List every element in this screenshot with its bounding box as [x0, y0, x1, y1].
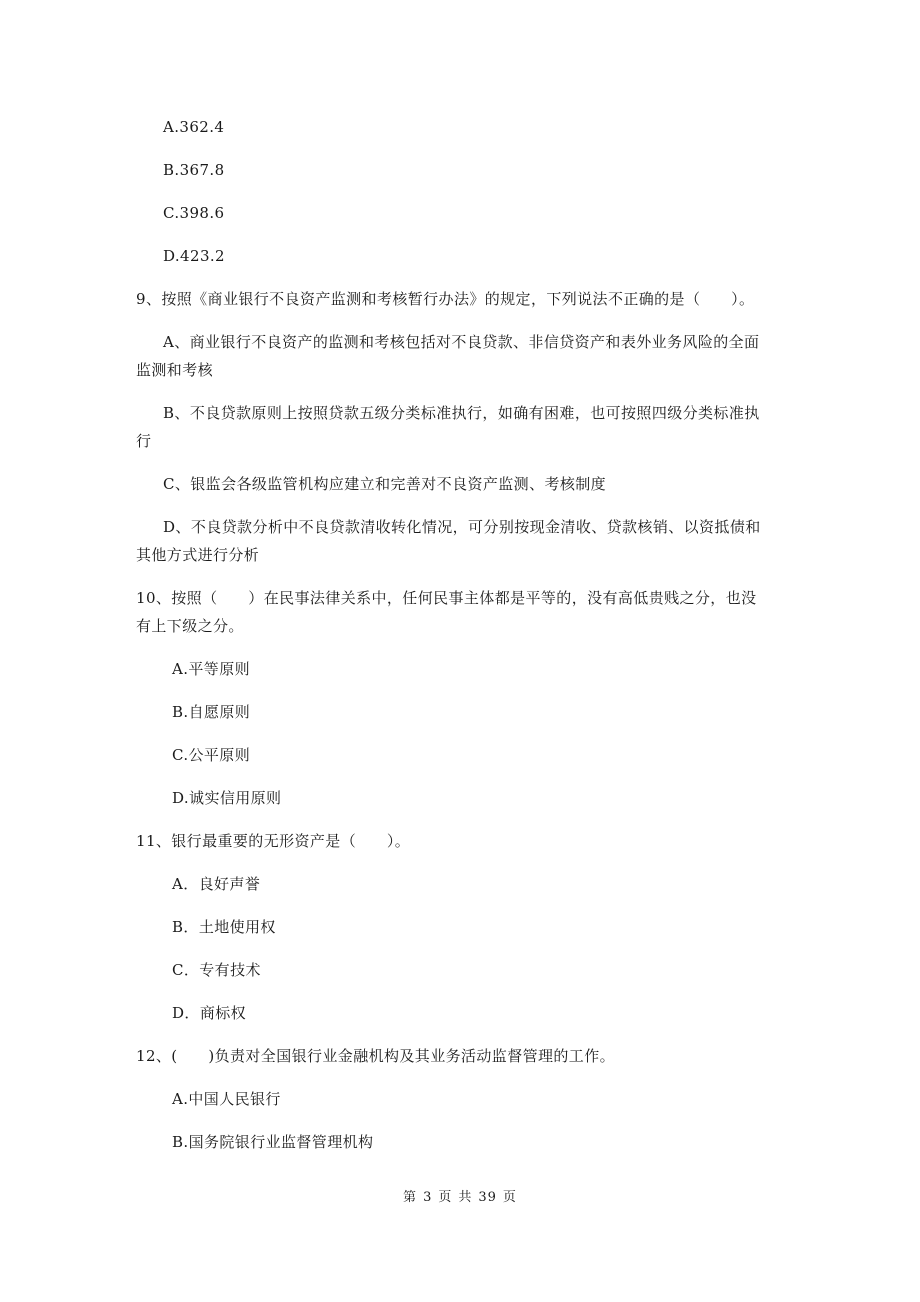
- footer-gong: 共: [458, 1190, 473, 1205]
- footer-ye: 页: [438, 1190, 453, 1205]
- q9-option-a-line2: 监测和考核: [136, 361, 214, 379]
- q11-option-d: D．商标权: [172, 1004, 247, 1022]
- q8-option-b: B.367.8: [163, 161, 225, 179]
- q9-option-c: C、银监会各级监管机构应建立和完善对不良资产监测、考核制度: [163, 475, 607, 493]
- page-footer: [0, 1189, 920, 1207]
- q12-option-a: A.中国人民银行: [172, 1090, 281, 1108]
- q11-stem: 11、银行最重要的无形资产是（ ）。: [136, 832, 411, 850]
- q10-option-d: D.诚实信用原则: [172, 789, 282, 807]
- q10-stem-line2: 有上下级之分。: [136, 617, 244, 635]
- q11-option-a: A．良好声誉: [172, 875, 261, 893]
- footer-ye2: 页: [502, 1190, 517, 1205]
- footer-di: 第: [403, 1190, 418, 1205]
- footer-total-pages: 39: [478, 1190, 497, 1205]
- q12-stem: 12、( )负责对全国银行业金融机构及其业务活动监督管理的工作。: [136, 1047, 615, 1065]
- q9-option-a-line1: A、商业银行不良资产的监测和考核包括对不良贷款、非信贷资产和表外业务风险的全面: [163, 333, 760, 351]
- q11-option-b: B．土地使用权: [172, 918, 276, 936]
- q9-stem: 9、按照《商业银行不良资产监测和考核暂行办法》的规定，下列说法不正确的是（ ）。: [136, 290, 755, 308]
- q10-stem-line1: 10、按照（ ）在民事法律关系中，任何民事主体都是平等的，没有高低贵贱之分，也没: [136, 589, 757, 607]
- q9-option-d-line2: 其他方式进行分析: [136, 546, 260, 564]
- q10-option-c: C.公平原则: [172, 746, 251, 764]
- q12-option-b: B.国务院银行业监督管理机构: [172, 1133, 374, 1151]
- q8-option-a: A.362.4: [163, 118, 225, 136]
- q9-option-d-line1: D、不良贷款分析中不良贷款清收转化情况，可分别按现金清收、贷款核销、以资抵债和: [163, 518, 761, 536]
- q8-option-d: D.423.2: [163, 247, 226, 265]
- q10-option-a: A.平等原则: [172, 660, 251, 678]
- q8-option-c: C.398.6: [163, 204, 225, 222]
- footer-page-number: 3: [423, 1190, 433, 1205]
- q9-option-b-line2: 行: [136, 432, 152, 450]
- q11-option-c: C．专有技术: [172, 961, 261, 979]
- q9-option-b-line1: B、不良贷款原则上按照贷款五级分类标准执行，如确有困难，也可按照四级分类标准执: [163, 404, 760, 422]
- q10-option-b: B.自愿原则: [172, 703, 251, 721]
